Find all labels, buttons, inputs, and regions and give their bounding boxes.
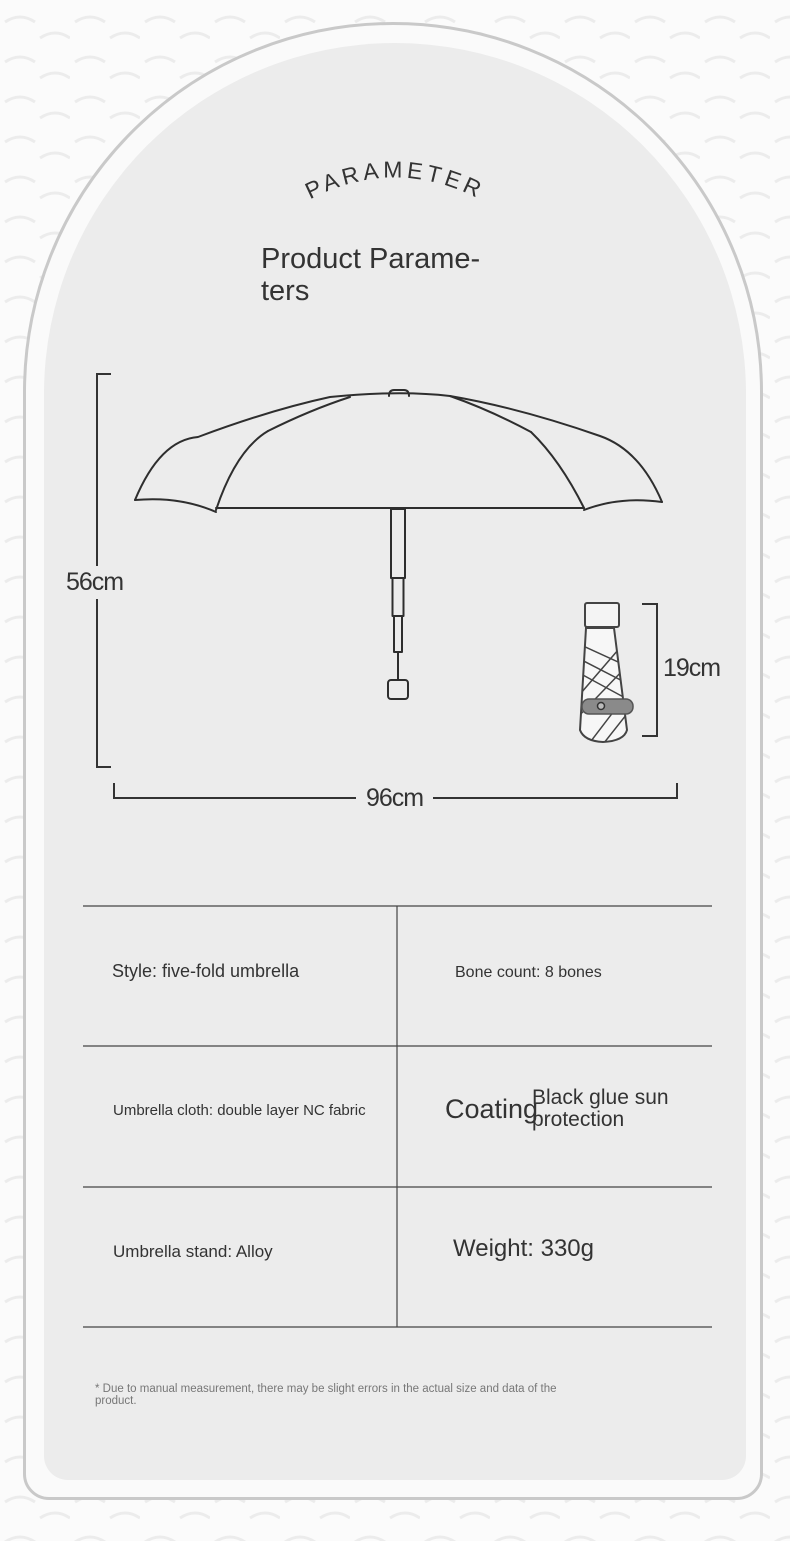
folded-length-label: 19cm: [663, 654, 721, 682]
open-umbrella-icon: [135, 390, 662, 699]
param-coating-value: Black glue sun protection: [532, 1086, 669, 1131]
height-label: 56cm: [66, 566, 123, 599]
folded-dimension-line: [642, 604, 657, 736]
param-umbrella-stand: Umbrella stand: Alloy: [113, 1242, 273, 1261]
param-bone-count: Bone count: 8 bones: [455, 964, 602, 981]
param-weight: Weight: 330g: [453, 1235, 594, 1262]
arc-heading: PARAMETER: [300, 156, 489, 204]
folded-umbrella-icon: [570, 603, 640, 748]
param-umbrella-cloth: Umbrella cloth: double layer NC fabric: [113, 1102, 366, 1119]
footnote: * Due to manual measurement, there may be slight errors in the actual size and data of the product.: [95, 1383, 557, 1407]
width-label: 96cm: [356, 784, 433, 813]
param-coating-key: Coating: [445, 1094, 539, 1124]
page-title: Product Parame-ters: [261, 243, 481, 307]
param-style: Style: five-fold umbrella: [112, 961, 300, 981]
